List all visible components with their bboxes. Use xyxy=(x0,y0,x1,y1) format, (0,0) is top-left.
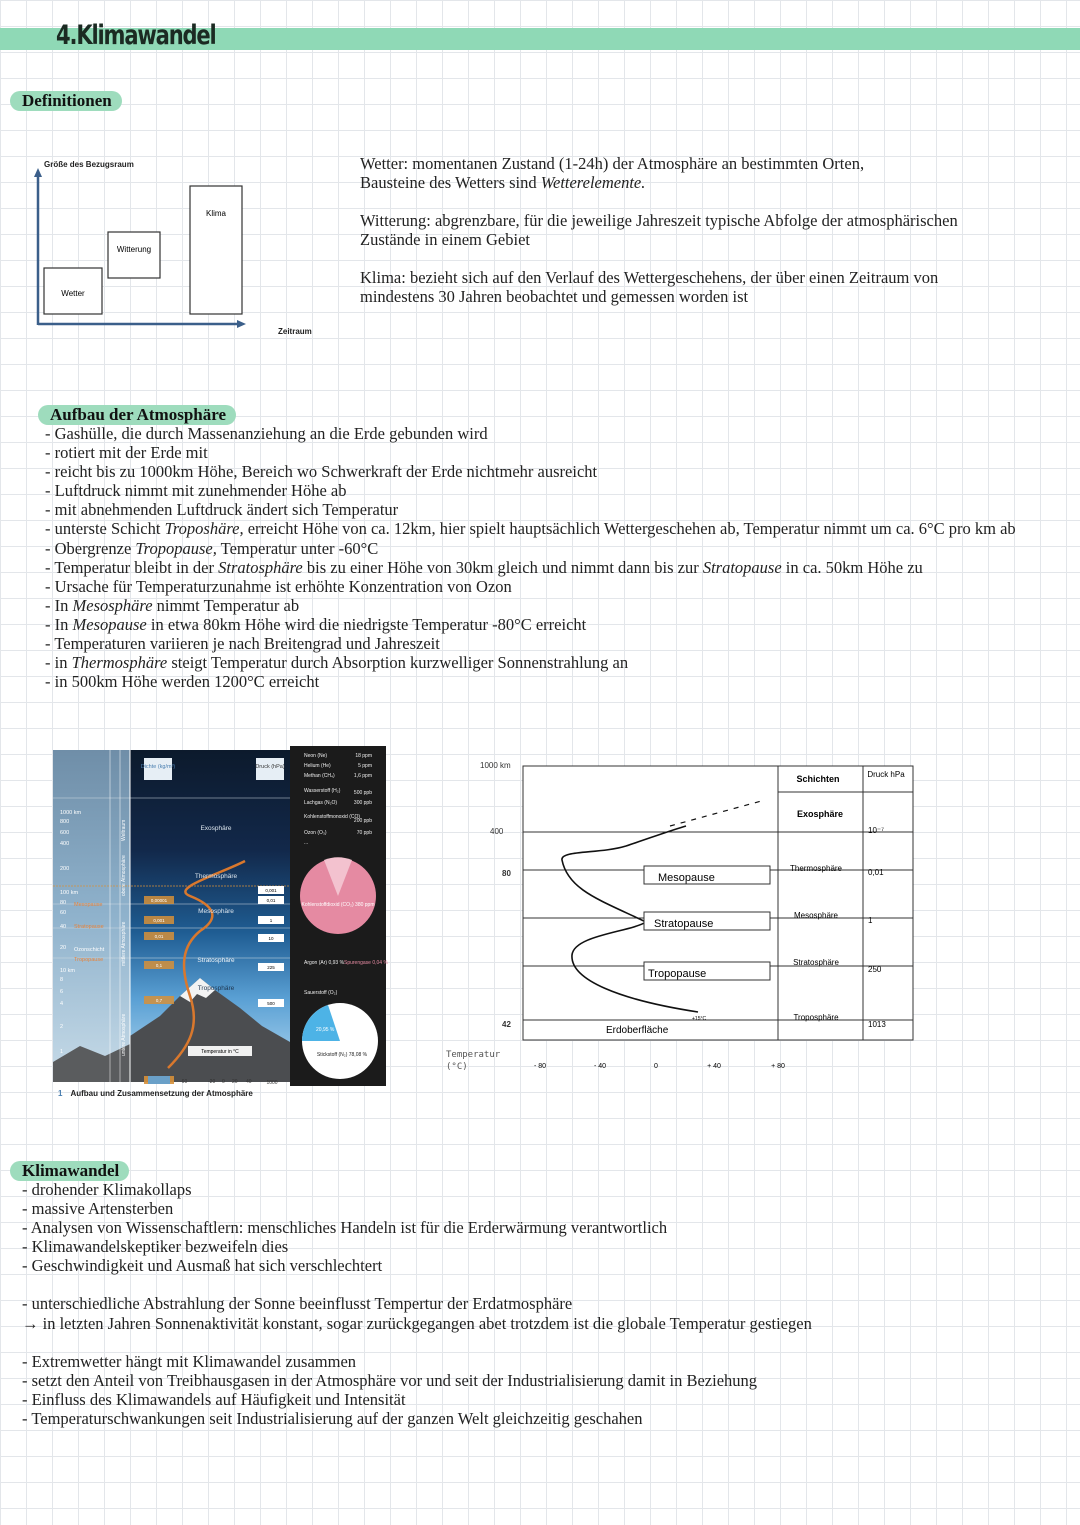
box-witterung xyxy=(108,232,160,278)
fig2-tropo: Troposphäre xyxy=(793,1013,839,1022)
dichte-3: 0,01 xyxy=(154,934,164,939)
alt-8: 8 xyxy=(60,977,64,983)
y-42: 42 xyxy=(502,1020,511,1029)
climate-line-11: - Temperaturschwankungen seit Industrialisierung auf der ganzen Welt gleichzeitig geschahen xyxy=(22,1408,643,1428)
side-weltraum: Weltraum xyxy=(121,819,127,841)
bullet-9: - Ursache für Temperaturzunahme ist erhöhte Konzentration von Ozon xyxy=(45,576,512,596)
temp-tick-5: 40 xyxy=(246,1079,252,1085)
bullet-10: - In Mesosphäre nimmt Temperatur ab xyxy=(45,595,300,615)
bullet-12: - Temperaturen variieren je nach Breitengrad und Jahreszeit xyxy=(45,634,440,654)
box-klima-label: Klima xyxy=(205,209,227,218)
climate-line-6: - unterschiedliche Abstrahlung der Sonne beeinflusst Tempertur der Erdatmosphäre xyxy=(22,1294,573,1314)
fig2-p-thermo: 0,01 xyxy=(868,868,884,877)
left-ozonschicht: Ozonschicht xyxy=(74,947,105,953)
bullet-13: - in Thermosphäre steigt Temperatur durch Absorption kurzwelliger Sonnenstrahlung an xyxy=(45,653,629,673)
n2-label: Stickstoff (N₂) 78,08 % xyxy=(316,1052,368,1058)
climate-line-4: - Klimawandelskeptiker bezweifeln dies xyxy=(22,1237,289,1257)
bullet-1: - Gashülle, die durch Massenanziehung an die Erde gebunden wird xyxy=(45,424,488,443)
druck-1: 0,001 xyxy=(265,888,277,893)
bullet-11: - In Mesopause in etwa 80km Höhe wird die niedrigste Temperatur -80°C erreicht xyxy=(45,614,587,634)
bullet-14: - in 500km Höhe werden 1200°C erreicht xyxy=(45,672,320,692)
figure1-caption: 1 Aufbau und Zusammensetzung der Atmosphäre xyxy=(58,1089,253,1098)
bullet-3: - reicht bis zu 1000km Höhe, Bereich wo Schwerkraft der Erde nichtmehr ausreicht xyxy=(45,462,598,482)
temp-tick-3: 0 xyxy=(222,1079,225,1085)
alt-200: 200 xyxy=(60,866,70,872)
gas-co: Kohlenstoffmonoxid (CO) xyxy=(304,814,361,820)
alt-1: 1 xyxy=(60,1049,64,1055)
druck-7: 1000 xyxy=(266,1080,278,1086)
col-dichte: Dichte (kg/m³) xyxy=(140,764,176,770)
climate-line-5: - Geschwindigkeit und Ausmaß hat sich verschlechtert xyxy=(22,1256,383,1276)
y-80: 80 xyxy=(502,869,511,878)
box-witterung-label: Witterung xyxy=(116,245,152,254)
definitions-diagram xyxy=(30,150,330,345)
climate-line-1: - drohender Klimakollaps xyxy=(22,1180,192,1199)
druck-3: 1 xyxy=(269,918,273,923)
gas-ne-val: 18 ppm xyxy=(355,753,372,759)
fig2-mesopause: Mesopause xyxy=(658,872,715,884)
fig2-ground: Erdoberfläche xyxy=(606,1025,669,1036)
left-stratopause: Stratopause xyxy=(74,924,104,930)
fig2-meso: Mesosphäre xyxy=(793,911,839,920)
climate-line-3: - Analysen von Wissenschaftlern: menschliches Handeln ist für die Erderwärmung verantwortlich xyxy=(22,1218,668,1238)
fig2-thermo: Thermosphäre xyxy=(789,864,843,873)
bullet-2: - rotiert mit der Erde mit xyxy=(45,443,208,463)
druck-5: 225 xyxy=(267,965,275,970)
fig2-x-p80: + 80 xyxy=(771,1063,785,1070)
fig1-layer-strato: Stratosphäre xyxy=(197,957,235,964)
fig2-p-exo: 10⁻⁷ xyxy=(868,826,885,835)
co2-label: Kohlenstoffdioxid (CO₂) 380 ppm xyxy=(301,902,375,908)
temp-tick-4: 20 xyxy=(232,1079,238,1085)
left-tropopause: Tropopause xyxy=(74,957,104,963)
y-400: 400 xyxy=(490,827,504,836)
alt-60: 60 xyxy=(60,910,67,916)
alt-100: 100 km xyxy=(60,890,79,896)
o2-label: Sauerstoff (O₂) xyxy=(304,990,338,996)
fig1-layer-meso: Mesosphäre xyxy=(198,908,234,915)
climate-line-8: - Extremwetter hängt mit Klimawandel zusammen xyxy=(22,1351,357,1371)
druck-2: 0,01 xyxy=(266,898,276,903)
def-witterung-1: Witterung: abgrenzbare, für die jeweilige Jahreszeit typische Abfolge der atmosphärischen xyxy=(360,211,958,230)
fig1-layer-exo: Exosphäre xyxy=(200,825,232,832)
side-mittlere: mittlere Atmosphäre xyxy=(121,921,127,966)
bullet-7: - Obergrenze Tropopause, Temperatur unter -60°C xyxy=(45,538,379,558)
left-mesopause: Mesopause xyxy=(74,902,103,908)
atmosphere-schema xyxy=(440,750,920,1080)
gas-h2: Wasserstoff (H₂) xyxy=(304,788,341,794)
fig2-p-meso: 1 xyxy=(868,916,873,925)
side-untere: untere Atmosphäre xyxy=(121,1013,127,1056)
temp-tick-1: -60 xyxy=(180,1079,188,1085)
col-druck: Druck (hPa) xyxy=(255,764,285,770)
gas-he-val: 5 ppm xyxy=(358,763,372,769)
argon-label: Argon (Ar) 0,93 % xyxy=(304,960,345,966)
climate-line-2: - massive Artensterben xyxy=(22,1199,174,1219)
alt-40: 40 xyxy=(60,924,67,930)
fig2-x-m40: - 40 xyxy=(593,1063,607,1070)
gas-o3: Ozon (O₃) xyxy=(304,830,327,836)
gas-ch4-val: 1,6 ppm xyxy=(353,773,372,779)
alt-6: 6 xyxy=(60,989,64,995)
alt-400: 400 xyxy=(60,841,70,847)
gas-ne: Neon (Ne) xyxy=(304,753,328,759)
atmosphere-figure xyxy=(50,746,390,1106)
fig2-col-schichten: Schichten xyxy=(796,774,840,784)
o2-pct: 20,95 % xyxy=(316,1027,335,1033)
climate-line-9: - setzt den Anteil von Treibhausgasen in der Atmosphäre vor und seit der Industrialisierung damit in Beziehung xyxy=(22,1370,758,1390)
y-1000: 1000 km xyxy=(480,761,511,770)
temp-label: Temperatur in °C xyxy=(201,1049,239,1055)
fig2-x-title: Temperatur (°C) xyxy=(446,1050,501,1072)
fig2-exo: Exosphäre xyxy=(796,809,844,819)
fig2-p-strato: 250 xyxy=(868,965,882,974)
gas-n2o: Lachgas (N₂O) xyxy=(304,800,338,806)
section-heading-klimawandel: Klimawandel xyxy=(10,1161,129,1181)
alt-10: 10 km xyxy=(60,968,75,974)
box-wetter-label: Wetter xyxy=(61,289,85,298)
box-klima xyxy=(190,186,242,314)
bullet-5: - mit abnehmenden Luftdruck ändert sich Temperatur xyxy=(45,500,399,520)
dichte-4: 0,1 xyxy=(155,963,163,968)
druck-6: 500 xyxy=(267,1001,275,1006)
fig2-strato: Stratosphäre xyxy=(793,958,839,967)
bullet-4: - Luftdruck nimmt mit zunehmender Höhe ab xyxy=(45,481,347,501)
climate-bullets xyxy=(22,1180,1072,1428)
fig1-layer-tropo: Troposphäre xyxy=(197,985,235,992)
gas-ch4: Methan (CH₄) xyxy=(304,773,335,779)
alt-1000: 1000 km xyxy=(60,810,82,816)
gas-co-val: 200 ppb xyxy=(353,818,372,824)
fig2-ground-temp: +15°C xyxy=(692,1016,707,1022)
climate-line-7: → in letzten Jahren Sonnenaktivität konstant, sogar zurückgegangen abet trotzdem ist die globale Temperatur gestiegen xyxy=(22,1313,812,1333)
alt-800: 800 xyxy=(60,819,70,825)
gas-o3-val: 70 ppb xyxy=(356,830,372,836)
definitions-text xyxy=(360,154,1060,306)
section-heading-atmosphaere: Aufbau der Atmosphäre xyxy=(38,405,236,425)
fig1-layer-thermo: Thermosphäre xyxy=(194,873,238,880)
section-heading-definitionen: Definitionen xyxy=(10,91,122,111)
atmosphere-bullets xyxy=(45,424,1075,691)
alt-80: 80 xyxy=(60,900,67,906)
fig2-col-druck: Druck hPa xyxy=(867,770,905,779)
diagram-ylabel: Größe des Bezugsraum xyxy=(44,160,134,169)
druck-4: 10 xyxy=(268,936,274,941)
diagram-xlabel: Zeitraum xyxy=(278,327,312,336)
alt-2: 2 xyxy=(60,1024,64,1030)
fig2-tropopause: Tropopause xyxy=(648,968,707,980)
bullet-8: - Temperatur bleibt in der Stratosphäre bis zu einer Höhe von 30km gleich und nimmt dann bis zur Stratopause in ca. 50km Höhe zu xyxy=(45,557,923,577)
fig2-x-m80: - 80 xyxy=(533,1063,547,1070)
gas-he: Helium (He) xyxy=(304,763,331,769)
gas-h2-val: 500 ppb xyxy=(353,790,372,796)
climate-line-10: - Einfluss des Klimawandels auf Häufigkeit und Intensität xyxy=(22,1389,406,1409)
alt-4: 4 xyxy=(60,1001,64,1007)
dichte-5: 0,7 xyxy=(155,998,163,1003)
def-witterung-2: Zustände in einem Gebiet xyxy=(360,230,530,249)
def-klima-1: Klima: bezieht sich auf den Verlauf des Wettergeschehens, der über einen Zeitraum von xyxy=(360,268,939,287)
dichte-1: 0,00001 xyxy=(150,898,168,903)
fig2-x-0: 0 xyxy=(654,1063,658,1070)
gas-n2o-val: 300 ppb xyxy=(353,800,372,806)
bullet-6: - unterste Schicht Troposhäre, erreicht Höhe von ca. 12km, hier spielt hauptsächlich Wettergeschehen ab, Temperatur nimmt um ca. 6°C pro km ab xyxy=(45,519,1016,539)
def-klima-2: mindestens 30 Jahren beobachtet und gemessen worden ist xyxy=(360,287,749,306)
fig2-x-p40: + 40 xyxy=(707,1063,721,1070)
gas-more: ... xyxy=(304,840,309,846)
fig2-p-tropo: 1013 xyxy=(868,1020,886,1029)
fig2-stratopause: Stratopause xyxy=(654,918,714,930)
temp-tick-2: -20 xyxy=(208,1079,216,1085)
alt-20: 20 xyxy=(60,945,67,951)
alt-600: 600 xyxy=(60,830,70,836)
def-wetter-2: Bausteine des Wetters sind Wetterelemente. xyxy=(360,173,646,192)
page-title: 4.Klimawandel xyxy=(56,20,216,51)
side-obere: obere Atmosphäre xyxy=(121,855,127,896)
def-wetter-1: Wetter: momentanen Zustand (1-24h) der Atmosphäre an bestimmten Orten, xyxy=(360,154,865,173)
dichte-2: 0,001 xyxy=(153,918,165,923)
spuren-label: Spurengase 0,04 % xyxy=(344,960,388,966)
